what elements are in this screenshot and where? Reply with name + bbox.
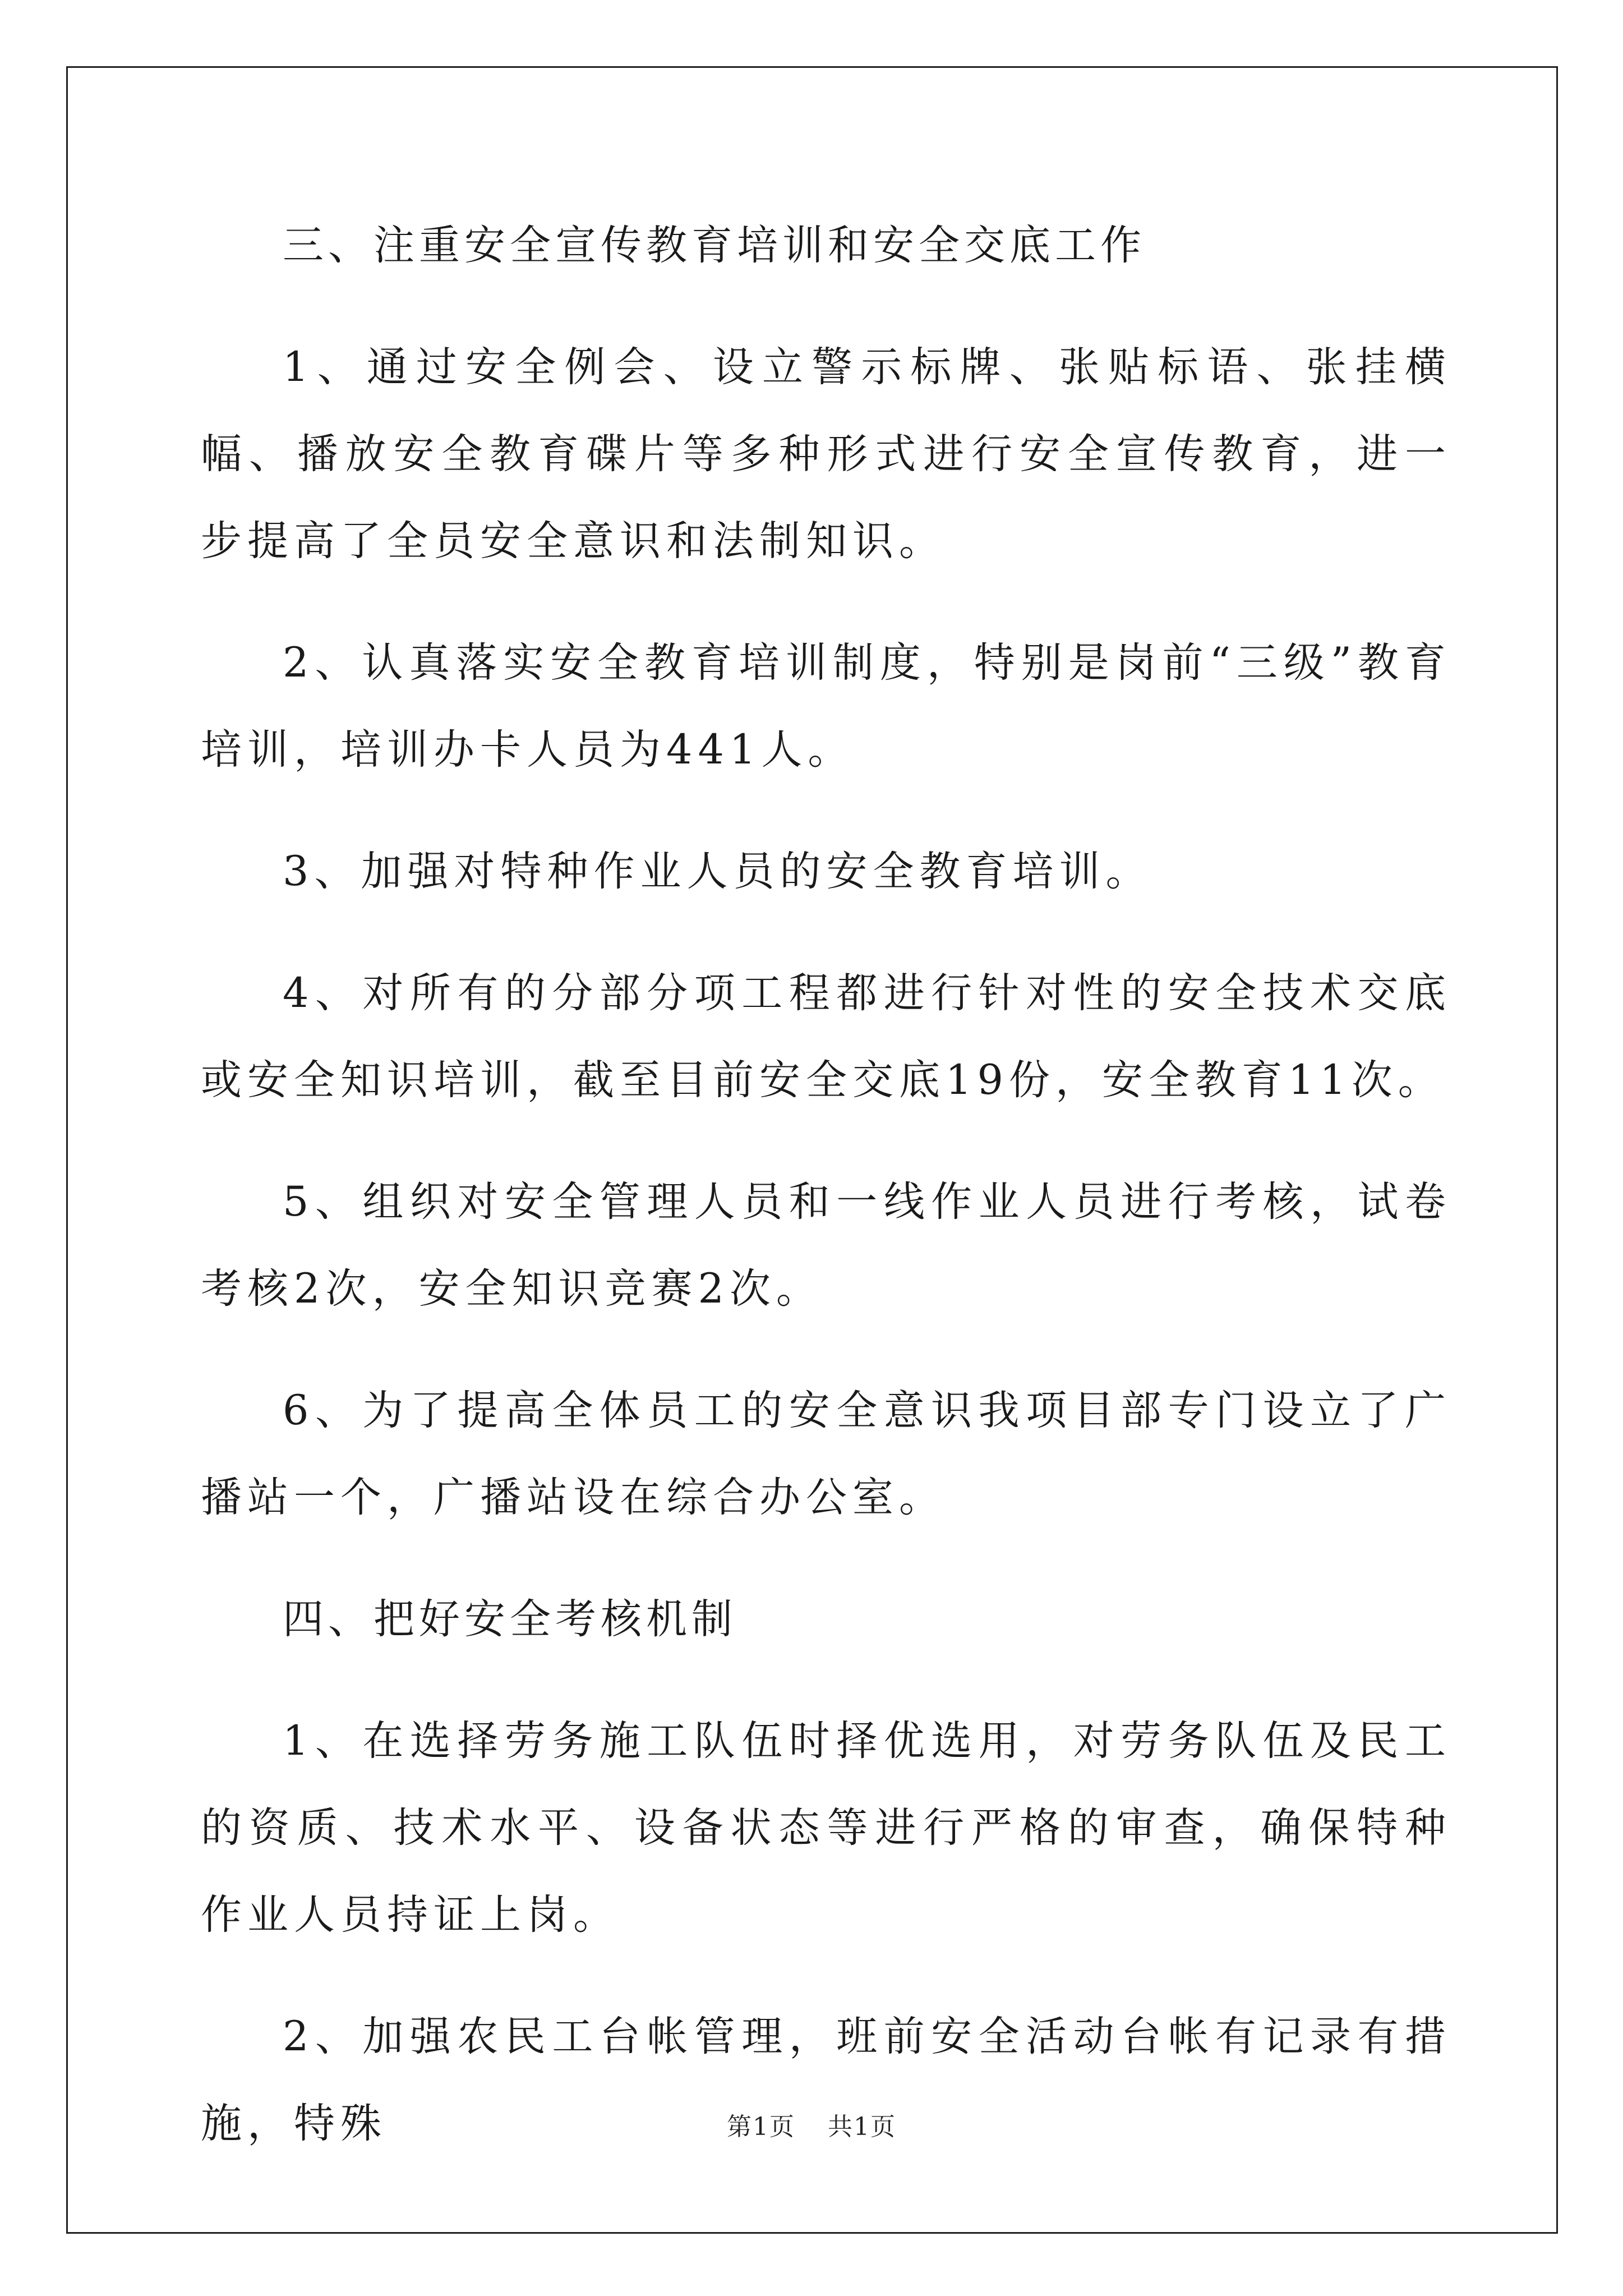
paragraph: 1、通过安全例会、设立警示标牌、张贴标语、张挂横幅、播放安全教育碟片等多种形式进行安全宣传教育，进一步提高了全员安全意识和法制知识。: [201, 343, 1451, 565]
page-number-total: 共1页: [828, 2113, 896, 2141]
paragraph: 3、加强对特种作业人员的安全教育培训。: [283, 848, 1152, 895]
section-heading-3: 三、注重安全宣传教育培训和安全交底工作: [283, 222, 1146, 269]
section-heading-4: 四、把好安全考核机制: [283, 1595, 737, 1643]
document-body: [201, 202, 1451, 2202]
page-footer: [0, 2106, 1623, 2142]
paragraph: 2、加强农民工台帐管理，班前安全活动台帐有记录有措施，特殊: [201, 2013, 1451, 2147]
page-number-current: 第1页: [727, 2113, 795, 2141]
paragraph: 4、对所有的分部分项工程都进行针对性的安全技术交底或安全知识培训，截至目前安全交底19份，安全教育11次。: [201, 969, 1451, 1104]
paragraph: 1、在选择劳务施工队伍时择优选用，对劳务队伍及民工的资质、技术水平、设备状态等进行严格的审查，确保特种作业人员持证上岗。: [201, 1717, 1451, 1939]
paragraph: 6、为了提高全体员工的安全意识我项目部专门设立了广播站一个，广播站设在综合办公室。: [201, 1387, 1451, 1521]
paragraph: 2、认真落实安全教育培训制度，特别是岗前“三级”教育培训，培训办卡人员为441人。: [201, 639, 1451, 774]
paragraph: 5、组织对安全管理人员和一线作业人员进行考核，试卷考核2次，安全知识竞赛2次。: [201, 1178, 1451, 1313]
